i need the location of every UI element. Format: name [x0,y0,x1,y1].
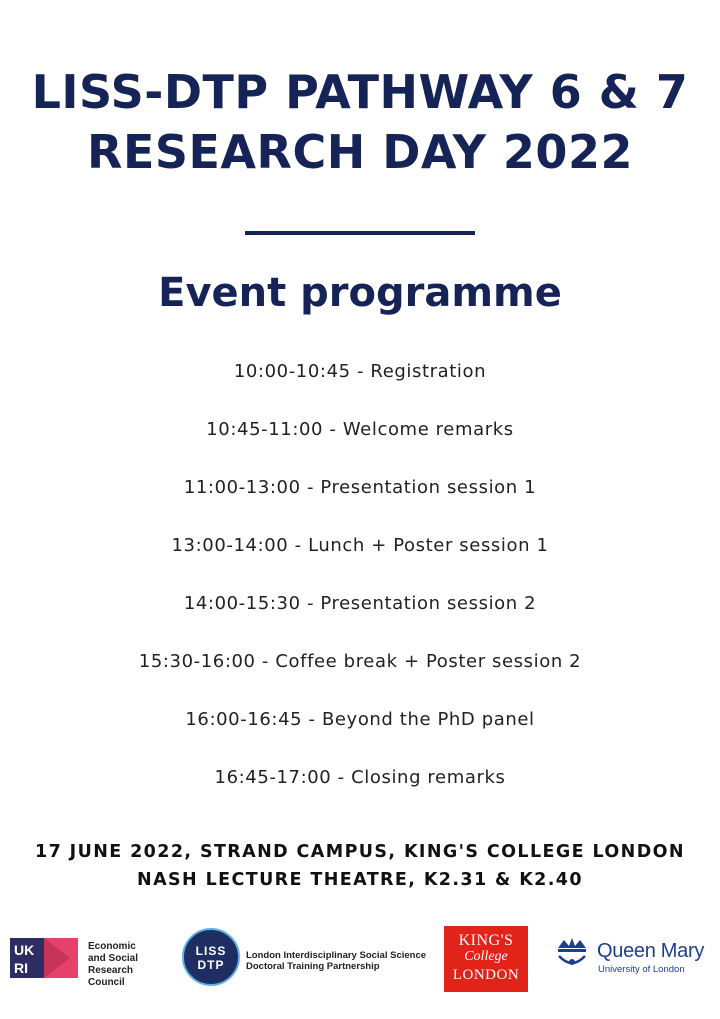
programme-heading: Event programme [158,270,562,316]
programme-item: 14:00-15:30 - Presentation session 2 [183,593,537,614]
esrc-name-line1: Economic [88,941,136,952]
ukri-esrc-logo [10,938,160,988]
queen-mary-subtitle: University of London [598,964,685,975]
programme-item: 11:00-13:00 - Presentation session 1 [183,477,537,498]
programme-item: 10:00-10:45 - Registration [233,361,487,382]
liss-dtp-logo [182,928,427,988]
esrc-name-line3: Research Council [88,965,134,988]
liss-dtp-badge: LISS DTP [182,928,240,986]
event-date-venue: 17 JUNE 2022, STRAND CAMPUS, KING'S COLLEGE LONDON [35,842,685,862]
title-divider [245,231,475,235]
queen-mary-name: Queen Mary [597,940,705,962]
programme-list [0,355,720,819]
programme-item: 15:30-16:00 - Coffee break + Poster session 2 [138,651,582,672]
programme-item: 16:00-16:45 - Beyond the PhD panel [185,709,535,730]
programme-item: 10:45-11:00 - Welcome remarks [206,419,514,440]
event-title [0,62,720,182]
event-title-line1: LISS-DTP PATHWAY 6 & 7 [31,65,689,119]
event-location [0,838,720,894]
ukri-icon [10,938,80,978]
crown-icon [553,934,591,974]
kings-college-logo: KING'S College LONDON [444,926,528,992]
liss-name-line2: Doctoral Training Partnership [246,961,380,972]
programme-item: 16:45-17:00 - Closing remarks [214,767,506,788]
programme-item: 13:00-14:00 - Lunch + Poster session 1 [171,535,549,556]
liss-name-line1: London Interdisciplinary Social Science [246,950,427,961]
event-title-line2: RESEARCH DAY 2022 [87,125,633,179]
esrc-name-line2: and Social [88,953,139,964]
event-room: NASH LECTURE THEATRE, K2.31 & K2.40 [137,870,583,890]
svg-text:UK: UK [14,942,35,958]
queen-mary-logo [553,934,713,984]
svg-text:RI: RI [14,960,28,976]
partner-logos [0,920,720,1000]
